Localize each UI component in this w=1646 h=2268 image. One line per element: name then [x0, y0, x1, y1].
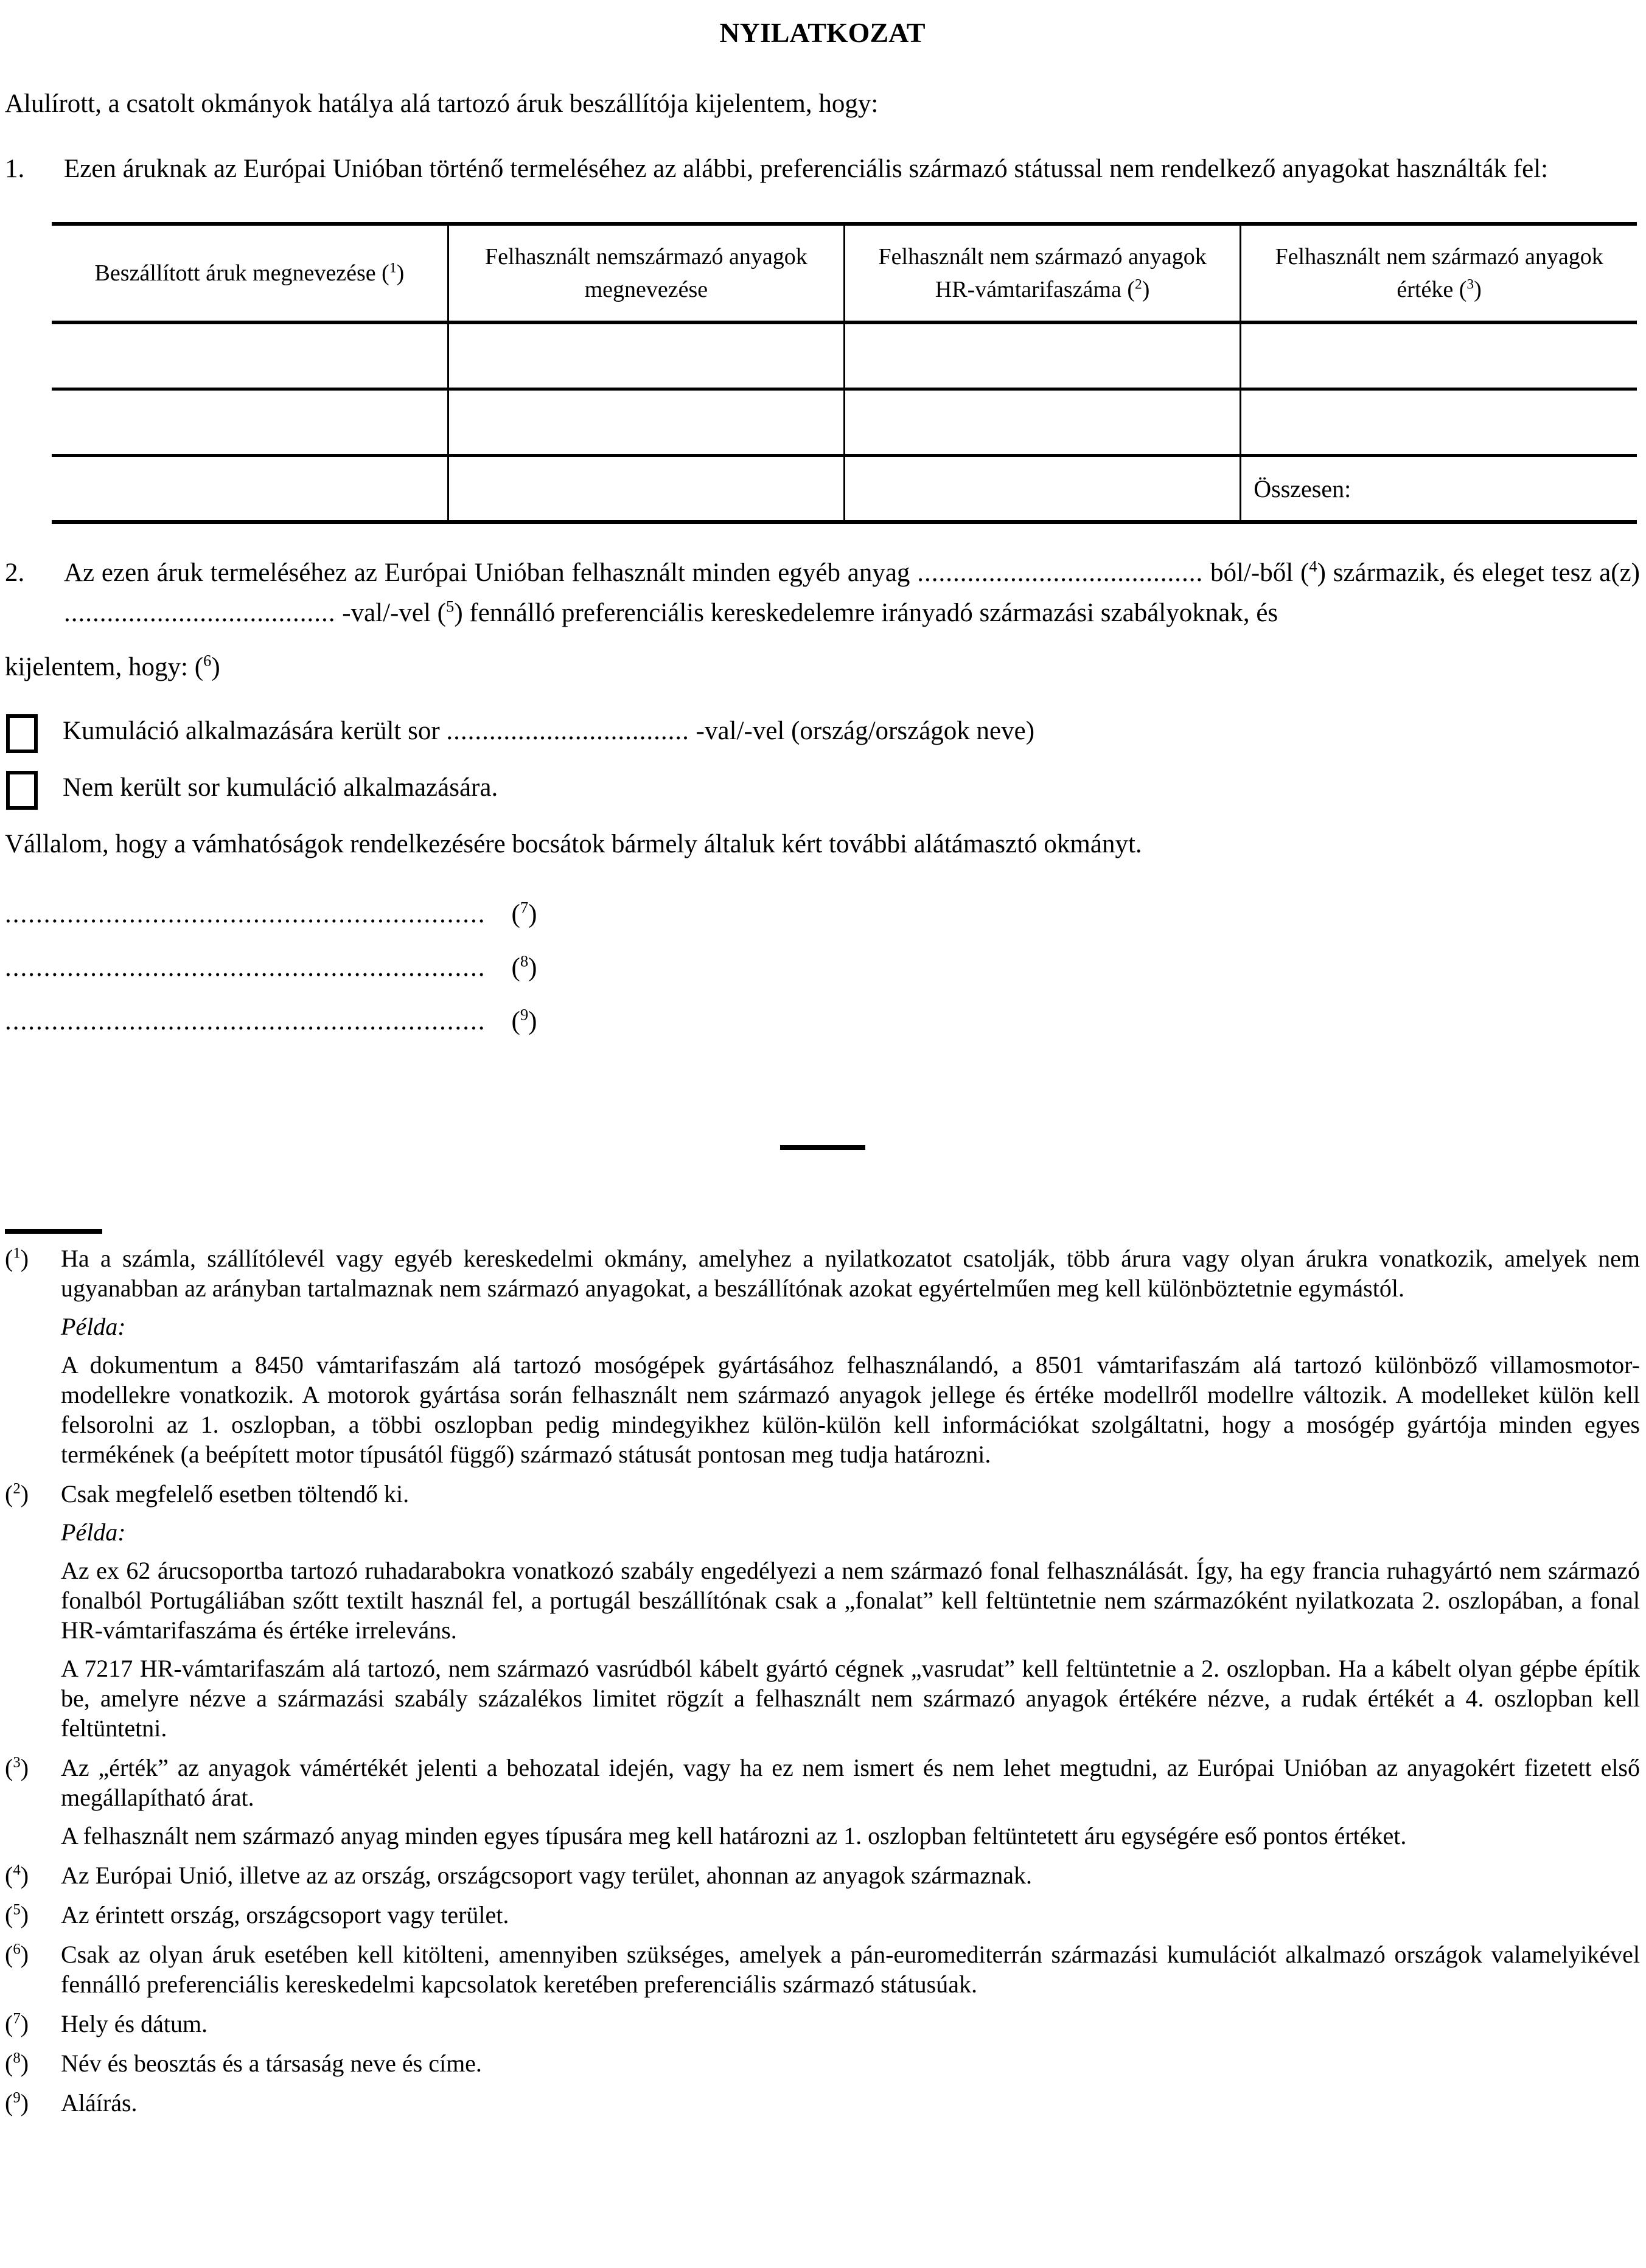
footnote-2 — [5, 1479, 1640, 1743]
table-cell — [845, 389, 1241, 456]
footnote-ref-1: ($^1$) — [382, 260, 405, 286]
table-header-row — [52, 224, 1637, 322]
item-2-segment: -val/-vel — [335, 599, 438, 627]
footnote-4 — [5, 1860, 1640, 1890]
dotted-blank-origin: ........................................ — [917, 558, 1204, 587]
header-label: Felhasznált nem származó anyagok HR-vámtarifaszáma — [878, 244, 1207, 302]
numbered-item-2 — [5, 553, 1640, 633]
signature-block — [5, 894, 1640, 1042]
dotted-blank-cumulation-country: .................................. — [446, 717, 689, 745]
name-position-line — [5, 948, 1640, 988]
footnote-ref-7: ($^7$) — [511, 898, 537, 928]
header-materials-description — [448, 224, 844, 322]
table-cell — [448, 322, 844, 389]
table-cell — [448, 389, 844, 456]
example-label: Példa: — [61, 1518, 126, 1546]
footnote-ref-5: ($^5$) — [437, 597, 463, 627]
footnote-8 — [5, 2048, 1640, 2078]
footnote-body — [61, 1860, 1640, 1890]
place-date-line — [5, 894, 1640, 934]
table-cell — [1241, 322, 1637, 389]
item-2-segment: fennálló preferenciális kereskedelemre irányadó származási szabályoknak, és — [462, 599, 1278, 627]
table-cell — [845, 456, 1241, 523]
item-2-segment: ból/-ből — [1203, 558, 1300, 587]
no-cumulation-checkbox[interactable] — [6, 771, 38, 810]
item-1-number: 1. — [5, 155, 25, 183]
footnote-ref-9: ($^9$) — [511, 1005, 537, 1035]
footnote-body — [61, 1244, 1640, 1469]
footnote-text: Az Európai Unió, illetve az az ország, országcsoport vagy terület, ahonnan az anyagok származnak. — [61, 1862, 1032, 1889]
example-text: Az ex 62 árucsoportba tartozó ruhadarabokra vonatkozó szabály engedélyezi a nem származó fonal felhasználását. Így, ha egy francia ruhagyártó nem származó fonalból Portugáliában szőtt textilt használ fel, a portugál beszállítónak csak a „fonalat” kell feltüntetnie nem származóként nyilatkozata 2. oszlopában, a fonal HR-vámtarifaszáma és értéke irreleváns. — [61, 1557, 1640, 1644]
footnote-1 — [5, 1244, 1640, 1469]
cumulation-applied-label — [63, 711, 1034, 751]
footnote-marker-1: ($^1$) — [5, 1245, 29, 1272]
option-text: -val/-vel (ország/országok neve) — [689, 717, 1035, 745]
numbered-item-1 — [5, 149, 1640, 189]
dotted-blank-name-position: .............................................................. — [5, 953, 486, 982]
table-row — [52, 456, 1637, 523]
footnote-body — [61, 2009, 1640, 2039]
declaration-lead-text: kijelentem, hogy: — [5, 653, 195, 681]
footnote-marker-2: ($^2$) — [5, 1480, 29, 1508]
footnote-9 — [5, 2088, 1640, 2118]
footnote-marker-8: ($^8$) — [5, 2050, 29, 2077]
footnote-text: Aláírás. — [61, 2089, 138, 2117]
footnote-marker-9: ($^9$) — [5, 2089, 29, 2117]
footnote-5 — [5, 1900, 1640, 1930]
table-cell — [52, 389, 448, 456]
footnote-ref-4: ($^4$) — [1300, 557, 1326, 587]
total-label-cell: Összesen: — [1241, 456, 1637, 523]
footnote-ref-2: ($^2$) — [1127, 276, 1150, 302]
no-cumulation-option — [5, 768, 1640, 810]
footnote-text: Az érintett ország, országcsoport vagy terület. — [61, 1901, 509, 1929]
footnote-text: Hely és dátum. — [61, 2010, 208, 2037]
table-cell — [52, 456, 448, 523]
footnote-body — [61, 1753, 1640, 1851]
footnote-ref-6: ($^6$) — [194, 651, 220, 681]
footnote-marker-5: ($^5$) — [5, 1901, 29, 1929]
dotted-blank-place-date: .............................................................. — [5, 900, 486, 928]
header-materials-value — [1241, 224, 1637, 322]
option-text: Kumuláció alkalmazására került sor — [63, 717, 447, 745]
table-row — [52, 389, 1637, 456]
example-text-2: A 7217 HR-vámtarifaszám alá tartozó, nem származó vasrúdból kábelt gyártó cégnek „vasrudat” kell feltüntetnie a 2. oszlopban. Ha a kábelt olyan gépbe építik be, amelyre nézve a származási szabály százalékos limitet rögzít a felhasznált nem származó anyagok értékére nézve, a rudak értékét a 4. oszlopban kell feltüntetni. — [61, 1655, 1640, 1742]
footnote-separator — [5, 1229, 102, 1234]
footnote-note: A felhasznált nem származó anyag minden egyes típusára meg kell határozni az 1. oszlopban feltüntetett áru egységére eső pontos értéket. — [61, 1822, 1407, 1849]
footnote-text: Név és beosztás és a társaság neve és címe. — [61, 2050, 482, 2077]
table-cell — [52, 322, 448, 389]
intro-paragraph: Alulírott, a csatolt okmányok hatálya alá tartozó áruk beszállítója kijelentem, hogy: — [5, 89, 879, 118]
table-cell — [1241, 389, 1637, 456]
footnote-body — [61, 1939, 1640, 1999]
header-supplied-goods-description — [52, 224, 448, 322]
undertaking-paragraph: Vállalom, hogy a vámhatóságok rendelkezésére bocsátok bármely általuk kért további alátámasztó okmányt. — [5, 830, 1142, 858]
table-row — [52, 322, 1637, 389]
non-originating-materials-table — [52, 222, 1637, 524]
example-label: Példa: — [61, 1313, 126, 1340]
footnote-body — [61, 1479, 1640, 1743]
footnote-marker-4: ($^4$) — [5, 1862, 29, 1889]
item-2-segment: Az ezen áruk termeléséhez az Európai Unióban felhasznált minden egyéb anyag — [64, 558, 918, 587]
header-hs-tariff-number — [845, 224, 1241, 322]
item-1-text: Ezen áruknak az Európai Unióban történő termeléséhez az alábbi, preferenciális származó státussal nem rendelkező anyagokat használták fel: — [64, 155, 1549, 183]
signature-line — [5, 1001, 1640, 1042]
footnote-3 — [5, 1753, 1640, 1851]
footnote-marker-3: ($^3$) — [5, 1754, 29, 1781]
footnote-text: Az „érték” az anyagok vámértékét jelenti a behozatal idején, vagy ha ez nem ismert és nem lehet megtudni, az Európai Unióban az anyagokért fizetett első megállapítható árat. — [61, 1754, 1640, 1811]
table-cell — [845, 322, 1241, 389]
footnote-ref-8: ($^8$) — [511, 951, 537, 982]
footnote-marker-6: ($^6$) — [5, 1941, 29, 1968]
section-divider — [780, 1145, 865, 1150]
footnote-text: Csak az olyan áruk esetében kell kitölteni, amennyiben szükséges, amelyek a pán-euromediterrán származási kumulációt alkalmazó országok valamelyikével fennálló preferenciális kereskedelmi kapcsolatok keretében preferenciális származó státusúak. — [61, 1941, 1640, 1998]
header-label: Felhasznált nem származó anyagok értéke — [1275, 244, 1603, 302]
cumulation-applied-option — [5, 711, 1640, 753]
footnote-7 — [5, 2009, 1640, 2039]
dotted-blank-country: ...................................... — [64, 599, 336, 627]
footnote-6 — [5, 1939, 1640, 1999]
footnote-body — [61, 2088, 1640, 2118]
item-2-text — [64, 553, 1640, 633]
header-label: Beszállított áruk megnevezése — [94, 260, 376, 286]
item-2-number: 2. — [5, 558, 25, 587]
table-cell — [448, 456, 844, 523]
example-text: A dokumentum a 8450 vámtarifaszám alá tartozó mosógépek gyártásához felhasználandó, a 8501 vámtarifaszám alá tartozó különböző villamosmotor-modellekre vonatkozik. A motorok gyártása során felhasznált nem származó anyagok jellege és értéke modellről modellre változik. A modelleket külön kell felsorolni az 1. oszlopban, a többi oszlopban pedig mindegyikhez külön-külön kell információkat szolgáltatni, hogy a mosógép gyártója minden egyes termékének (a beépített motor típusától függő) származó státusát pontosan meg tudja határozni. — [61, 1351, 1640, 1468]
footnote-text: Ha a számla, szállítólevél vagy egyéb kereskedelmi okmány, amelyhez a nyilatkozatot csatolják, több árura vagy olyan árukra vonatkozik, amelyek nem ugyanabban az arányban tartalmaznak nem származó anyagokat, a beszállítónak azokat egyértelműen meg kell különböztetnie egymástól. — [61, 1245, 1640, 1302]
cumulation-applied-checkbox[interactable] — [6, 714, 38, 753]
footnote-body — [61, 2048, 1640, 2078]
dotted-blank-signature: .............................................................. — [5, 1007, 486, 1035]
footnote-text: Csak megfelelő esetben töltendő ki. — [61, 1480, 410, 1508]
footnote-marker-7: ($^7$) — [5, 2010, 29, 2037]
no-cumulation-label: Nem került sor kumuláció alkalmazására. — [63, 773, 498, 802]
page-title: NYILATKOZAT — [719, 17, 926, 48]
declaration-lead-line — [5, 647, 1640, 687]
header-label: Felhasznált nemszármazó anyagok megnevezése — [485, 244, 807, 302]
footnote-body — [61, 1900, 1640, 1930]
footnote-ref-3: ($^3$) — [1459, 276, 1482, 302]
item-2-segment: származik, és eleget tesz a(z) — [1325, 558, 1640, 587]
